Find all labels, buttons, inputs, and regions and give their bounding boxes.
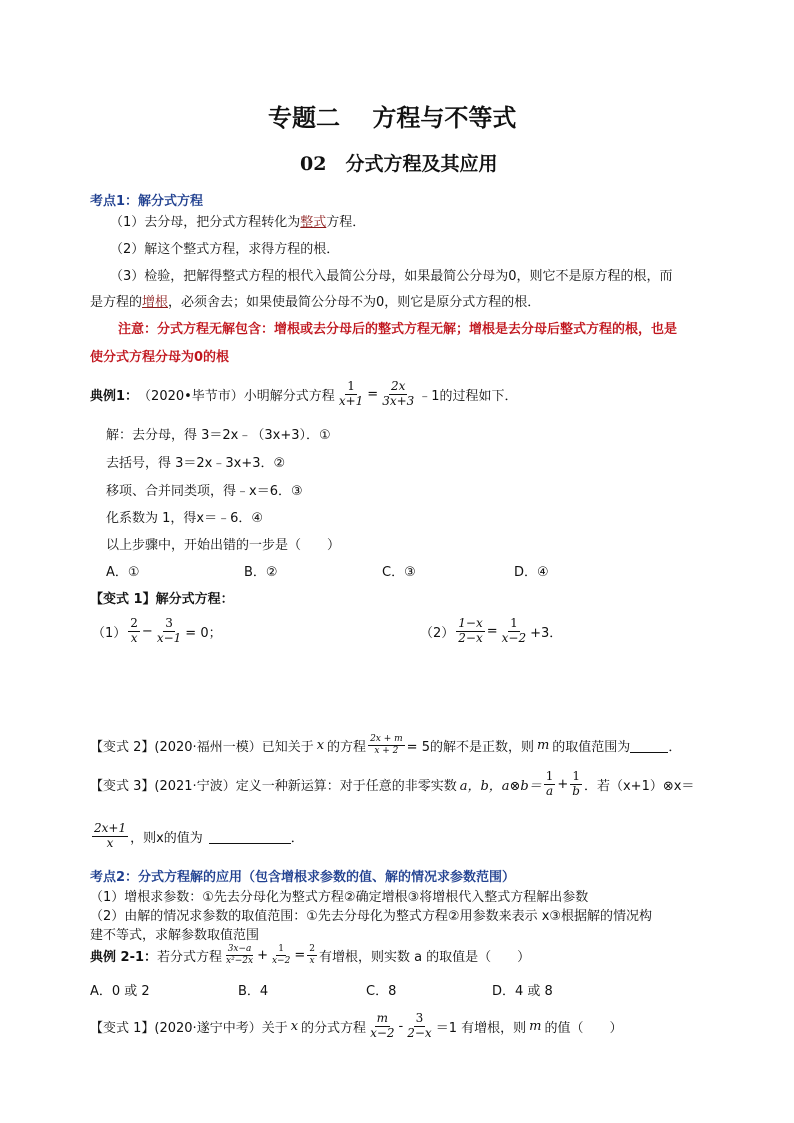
example-2-1-text: 若分式方程 [157,949,223,965]
fraction-num: 1 [347,378,355,393]
fraction [405,1012,433,1041]
fraction [544,770,556,799]
equals-sign: = [294,947,306,963]
example-1-question [90,376,518,412]
fraction-num: 1 [572,768,580,783]
fraction [456,617,484,646]
fraction-den: x−2 [370,1025,395,1040]
fraction-num: 3x−a [227,944,252,955]
variant-2-text-d: 的取值范围为 [552,739,631,755]
solution-line-1: 解：去分母，得 3＝2x﹣（3x+3）．① [106,428,331,443]
fraction [307,944,317,966]
variant-1b-question [90,1008,622,1044]
minus-sign: − [141,623,153,639]
section-heading-2: 考点2：分式方程解的应用（包含增根求参数的值、解的情况求参数范围） [90,870,516,885]
keyword-zhengshi: 整式 [300,215,327,230]
variant-3-vars: a，b，a⊗b＝ [459,778,542,794]
kaodian-2-line-3: 建不等式，求解参数取值范围 [90,928,260,943]
fraction [337,380,365,409]
fraction-num: 1−x [458,615,483,630]
period: ． [668,739,682,755]
fraction-num: 1 [278,944,284,955]
example-2-1-question [90,940,530,970]
fraction-den: x−2 [501,630,527,645]
variant-2-text-c: = 5的解不是正数，则 [406,739,534,755]
equals-sign: = [367,386,379,402]
option-c: C．8 [366,984,397,999]
variant-3-question-cont [90,818,304,854]
fraction [155,617,183,646]
part-number: （2） [420,625,455,641]
fraction-num: 2 [130,615,138,630]
fraction-den: 3x+3 [382,393,415,408]
keyword-zenggen: 增根 [142,295,169,310]
fraction-den: b [572,783,580,798]
fraction-den: 2−x [458,630,483,645]
minus-sign: - [398,1018,404,1034]
option-a: A．① [106,565,140,580]
fraction-den: x−1 [156,630,182,645]
var-m: m [536,737,550,753]
option-c: C．③ [382,565,416,580]
part-number: （1） [92,625,127,641]
kaodian-2-line-2: （2）由解的情况求参数的取值范围：①先去分母化为整式方程②用参数来表示 x③根据解的情况构 [90,909,653,924]
fraction-den: 2−x [407,1025,432,1040]
solution-line-4: 化系数为 1，得x＝﹣6．④ [106,511,264,526]
fraction-num: 2x + m [370,734,403,745]
plus-sign: + [557,776,569,792]
fraction [570,770,582,799]
solution-line-2: 去括号，得 3＝2x﹣3x+3．② [106,456,286,471]
fraction-num: 1 [545,768,554,783]
step-1-text: （1）去分母，把分式方程转化为 [110,215,301,230]
step-3-cont-tail: ，必须舍去；如果使最简公分母不为0，则它是原分式方程的根． [168,295,541,310]
solution-line-3: 移项、合并同类项，得﹣x＝6．③ [106,484,303,499]
option-d: D．④ [514,565,549,580]
variant-3-text-b: ．若（x+1）⊗x＝ [583,778,695,794]
option-d: D．4 或 8 [492,984,553,999]
variant-2-text: 【变式 2】(2020·福州一模）已知关于 [90,739,314,755]
fraction [270,944,292,966]
var-x: x [316,737,325,753]
step-3: （3）检验，把解得整式方程的根代入最简公分母，如果最简公分母为0，则它不是原方程的根，而 [110,269,673,284]
fraction-num: 2x+1 [94,820,127,835]
step-1-tail: 方程． [326,215,366,230]
section-heading-1: 考点1：解分式方程 [90,194,204,209]
fraction-num: 2 [309,944,315,955]
variant-3-question [90,766,694,802]
variant-3-text: 【变式 3】(2021·宁波）定义一种新运算：对于任意的非零实数 [90,778,457,794]
fraction [92,822,128,851]
fraction [368,1012,396,1041]
plus-sign: + [257,947,268,963]
variant-3-text-c: ，则x的值为 [130,830,203,846]
fraction-den: x + 2 [374,745,399,756]
equation-tail: = 0； [185,625,222,641]
fraction-den: x−2 [271,955,291,966]
kaodian-2-line-1: （1）增根求参数：①先去分母化为整式方程②确定增根③将增根代入整式方程解出参数 [90,890,589,905]
example-1-source: （2020•毕节市）小明解分式方程 [138,388,335,404]
var-m: m [529,1018,542,1034]
fraction [368,734,405,756]
period: ． [290,830,304,846]
example-2-1-text-b: 有增根，则实数 a 的取值是（ ） [318,949,531,965]
fraction-den: a [545,783,554,798]
step-3-cont [90,291,540,310]
example-1-label: 典例1： [90,388,139,404]
answer-blank[interactable] [630,738,668,753]
variant-1b-text: 【变式 1】(2020·遂宁中考）关于 [90,1020,288,1036]
answer-blank[interactable] [209,829,291,844]
example-1-tail: ﹣1的过程如下． [418,388,518,404]
variant-2-text-b: 的方程 [327,739,367,755]
note-line-1: 注意：分式方程无解包含：增根或去分母后的整式方程无解；增根是去分母后整式方程的根，也是 [118,322,678,337]
option-a: A．0 或 2 [90,984,150,999]
step-2: （2）解这个整式方程，求得方程的根． [110,242,340,257]
variant-1b-text-d: 的值（ ） [544,1020,623,1036]
page-title: 专题二 方程与不等式 [268,103,517,132]
step-3-cont-text: 是方程的 [90,295,143,310]
variant-1b-text-c: ＝1 有增根，则 [435,1020,527,1036]
equation-tail: +3． [530,625,563,641]
variant-1b-text-b: 的分式方程 [301,1020,367,1036]
fraction [128,617,140,646]
fraction-num: 2x [391,378,406,393]
option-b: B．4 [238,984,269,999]
fraction-num: 1 [510,615,518,630]
fraction-den: x [130,630,138,645]
fraction [500,617,528,646]
step-1 [110,211,365,230]
fraction [224,944,255,966]
fraction [380,380,416,409]
fraction-num: 3 [415,1010,424,1025]
example-1-prompt: 以上步骤中，开始出错的一步是（ ） [106,538,341,553]
note-line-2: 使分式方程分母为0的根 [90,350,230,365]
fraction-den: x²−2x [226,955,254,966]
fraction-den: x+1 [338,393,364,408]
page-subtitle: 02 分式方程及其应用 [300,153,498,175]
var-x: x [290,1018,299,1034]
fraction-num: 3 [165,615,173,630]
variant-2-question [90,730,681,760]
variant-1-label: 【变式 1】解分式方程： [90,592,234,607]
example-2-1-label: 典例 2-1： [90,949,158,965]
option-b: B．② [244,565,278,580]
fraction-den: x [309,955,315,966]
fraction-den: x [106,835,114,850]
fraction-num: m [376,1010,388,1025]
variant-1-part-2 [420,612,562,650]
equals-sign: = [486,623,498,639]
variant-1-part-1 [92,612,222,650]
